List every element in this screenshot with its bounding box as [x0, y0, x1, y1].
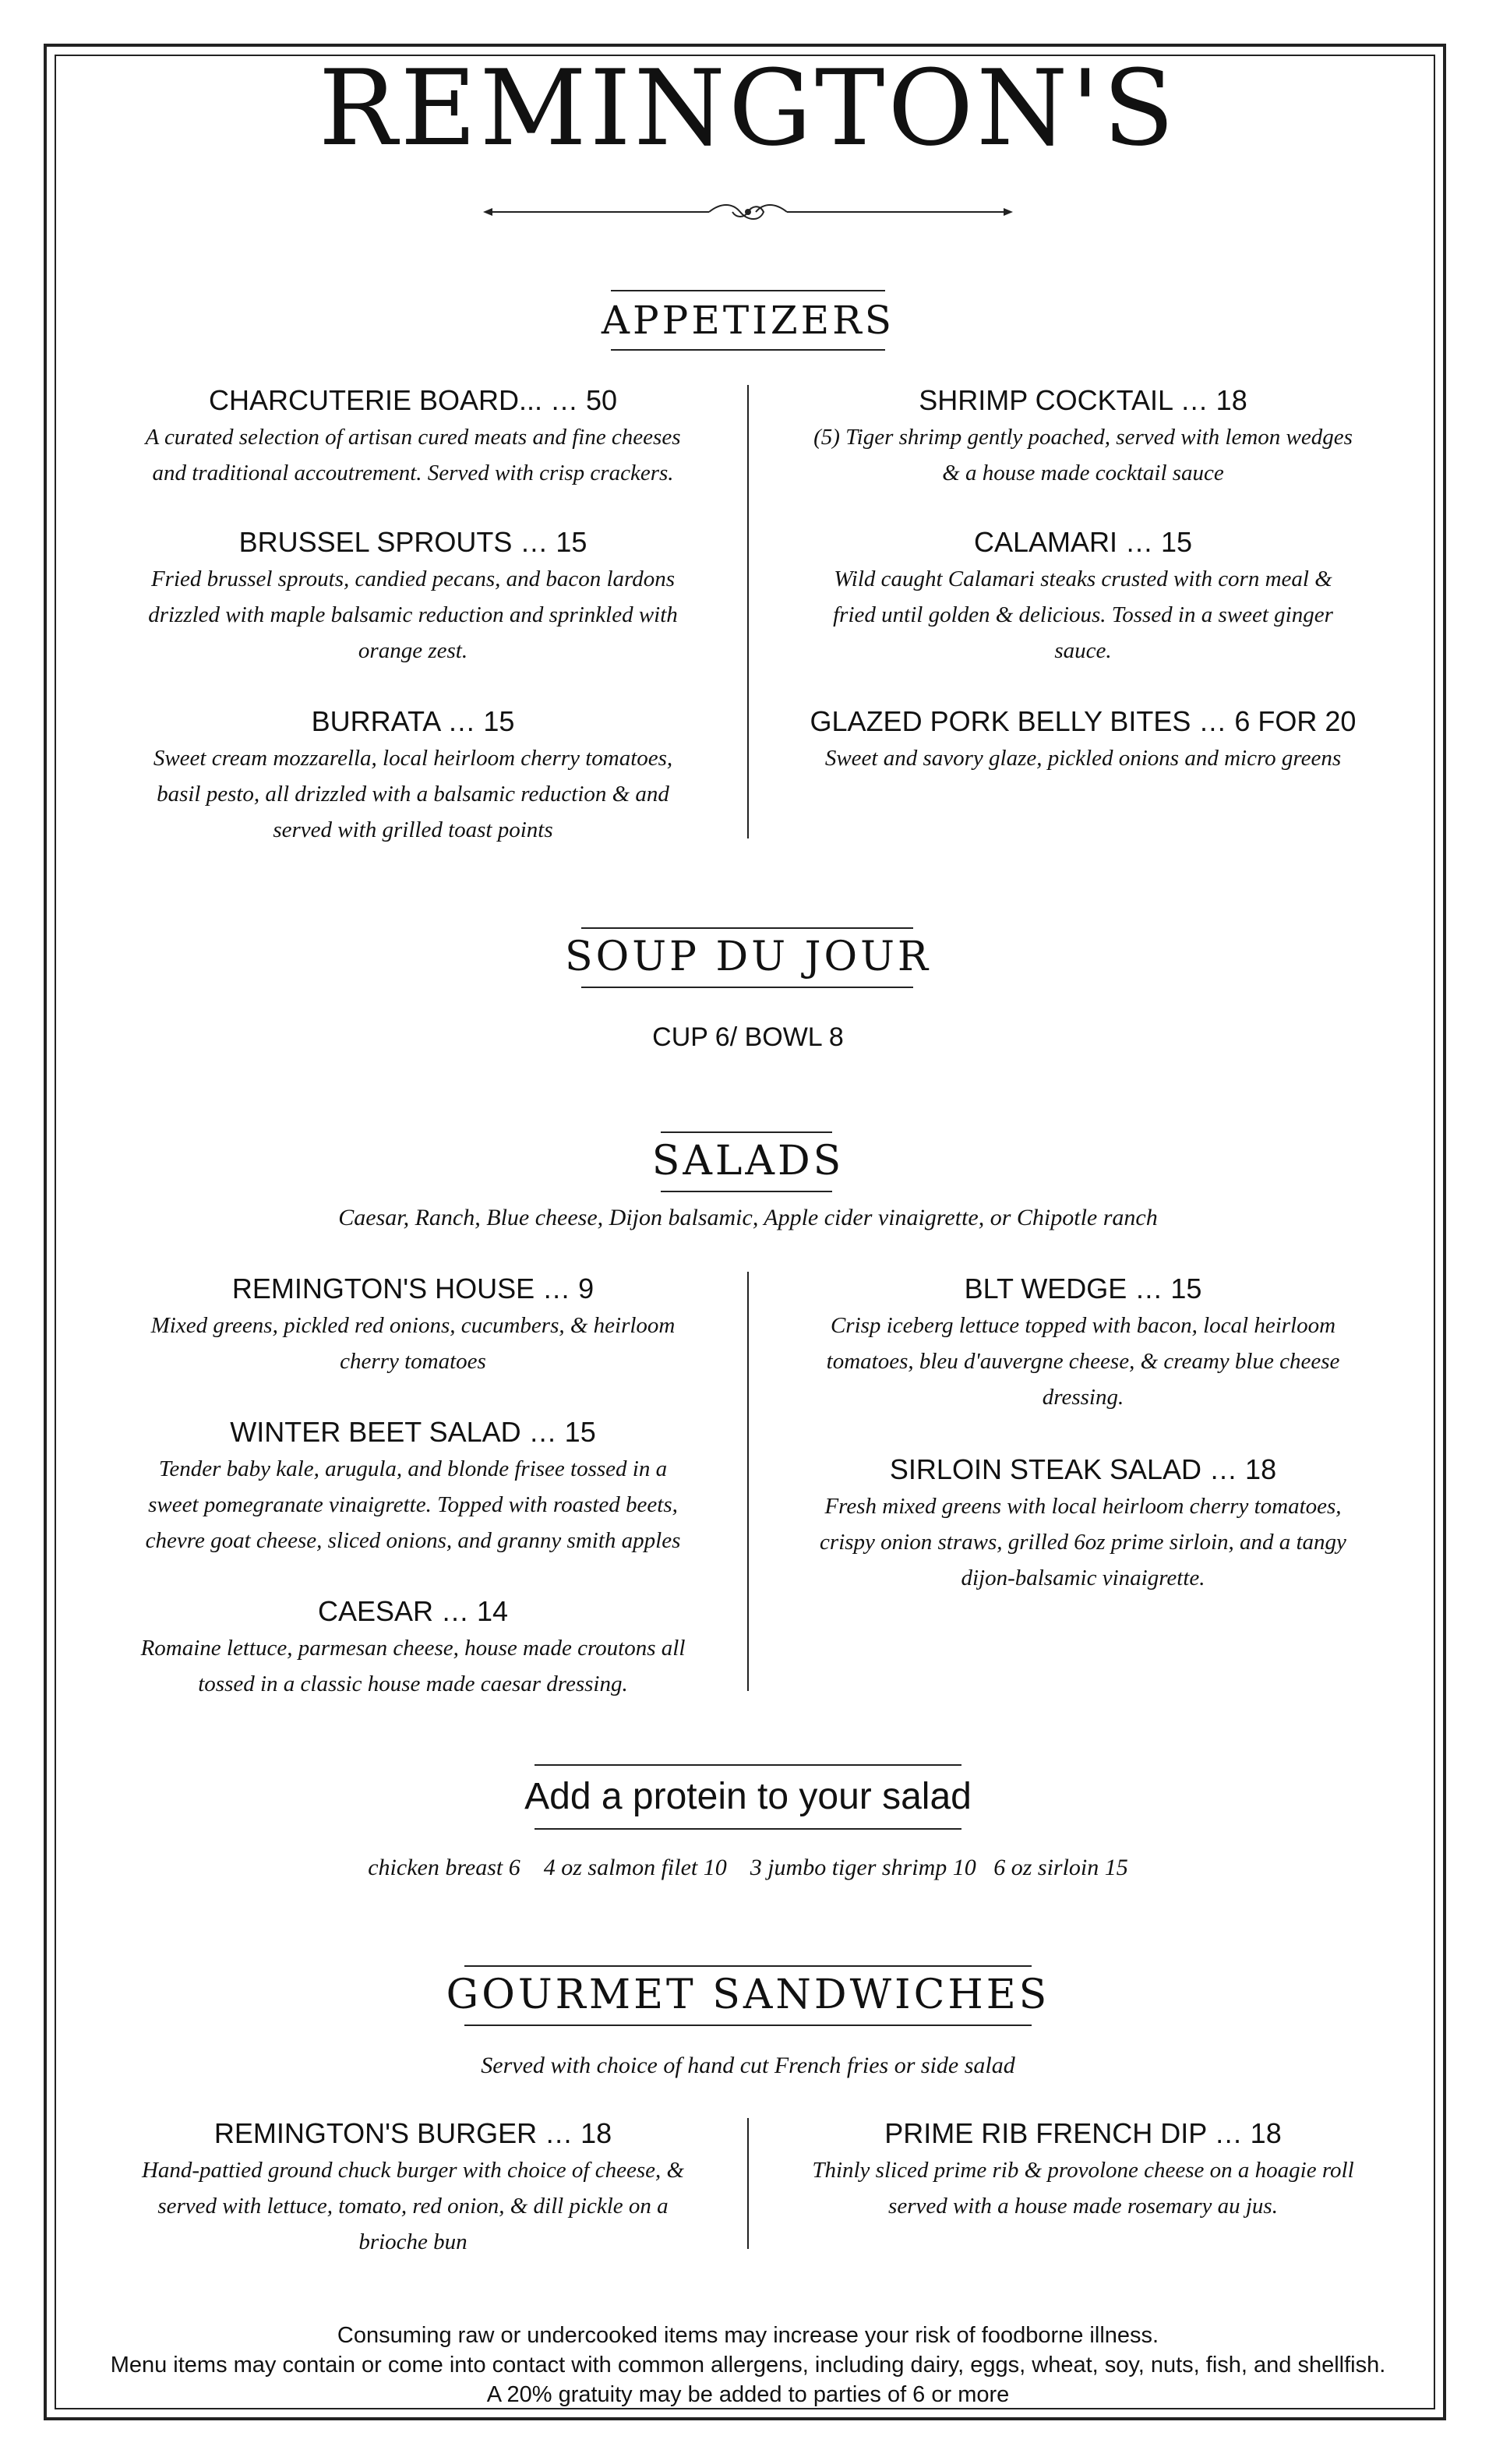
menu-item-name: PRIME RIB FRENCH DIP … 18 [884, 2117, 1282, 2149]
menu-item-description: (5) Tiger shrimp gently poached, served with lemon wedges & a house made cocktail sauce [813, 425, 1353, 485]
protein-options: chicken breast 6 4 oz salmon filet 10 3 jumbo tiger shrimp 10 6 oz sirloin 15 [368, 1855, 1128, 1880]
menu-item-description: Hand-pattied ground chuck burger with choice of cheese, & served with lettuce, tomato, red onion, & dill pickle on a brioche bun [141, 2158, 685, 2254]
menu-item-description: Romaine lettuce, parmesan cheese, house made croutons all tossed in a classic house made caesar dressing. [140, 1636, 686, 1696]
menu-item-description: Mixed greens, pickled red onions, cucumbers, & heirloom cherry tomatoes [150, 1313, 676, 1374]
menu-item-name: CAESAR … 14 [317, 1595, 509, 1627]
section-title-salads: SALADS [651, 1138, 845, 1184]
menu-item-name: CHARCUTERIE BOARD... … 50 [208, 384, 618, 416]
menu-item-description: Fried brussel sprouts, candied pecans, and bacon lardons drizzled with maple balsamic reduction and sprinkled with orange zest. [148, 567, 678, 663]
soup-rule-bottom [581, 987, 913, 988]
appetizers-rule-bottom [611, 349, 885, 351]
section-title-appetizers: APPETIZERS [601, 298, 895, 343]
salads-column-divider [747, 1272, 749, 1691]
section-title-soup: SOUP DU JOUR [564, 934, 932, 980]
sandwiches-rule-top [464, 1965, 1032, 1967]
menu-item-name: GLAZED PORK BELLY BITES … 6 FOR 20 [810, 705, 1357, 737]
menu-item-name: REMINGTON'S HOUSE … 9 [231, 1273, 595, 1304]
menu-item-name: BLT WEDGE … 15 [964, 1273, 1202, 1304]
menu-item-name: BRUSSEL SPROUTS … 15 [238, 526, 587, 558]
divider-ornament-icon [483, 196, 1013, 228]
sandwiches-column-divider [747, 2118, 749, 2249]
footer-allergens: Menu items may contain or come into contact with common allergens, including dairy, eggs, wheat, soy, nuts, fish, and shellfish. [110, 2353, 1386, 2378]
menu-item-name: BURRATA … 15 [311, 705, 515, 737]
menu-item-name: WINTER BEET SALAD … 15 [230, 1416, 596, 1448]
salads-rule-top [661, 1131, 832, 1133]
sandwiches-note: Served with choice of hand cut French fries or side salad [481, 2053, 1015, 2078]
protein-rule-top [535, 1764, 961, 1766]
section-title-sandwiches: GOURMET SANDWICHES [446, 1972, 1050, 2018]
menu-item-description: Crisp iceberg lettuce topped with bacon, local heirloom tomatoes, bleu d'auvergne cheese, & creamy blue cheese dressing. [826, 1313, 1340, 1410]
footer-food-safety: Consuming raw or undercooked items may increase your risk of foodborne illness. [337, 2323, 1159, 2348]
menu-item-name: SHRIMP COCKTAIL … 18 [919, 384, 1247, 416]
sandwiches-rule-bottom [464, 2025, 1032, 2026]
soup-price: CUP 6/ BOWL 8 [652, 1022, 844, 1052]
menu-item-name: SIRLOIN STEAK SALAD … 18 [889, 1453, 1277, 1485]
menu-item-description: A curated selection of artisan cured meats and fine cheeses and traditional accoutrement. Served with crisp crackers. [145, 425, 681, 485]
menu-item-description: Tender baby kale, arugula, and blonde frisee tossed in a sweet pomegranate vinaigrette. Topped with roasted beets, chevre goat cheese, sliced onions, and granny smith apples [145, 1456, 681, 1553]
restaurant-name: REMINGTON'S [318, 48, 1178, 169]
menu-item-description: Sweet and savory glaze, pickled onions and micro greens [824, 746, 1342, 771]
menu-item-description: Fresh mixed greens with local heirloom cherry tomatoes, crispy onion straws, grilled 6oz prime sirloin, and a tangy dijon-balsamic vinaigrette. [820, 1494, 1346, 1590]
soup-rule-top [581, 927, 913, 929]
menu-item-description: Wild caught Calamari steaks crusted with corn meal & fried until golden & delicious. Tossed in a sweet ginger sauce. [833, 567, 1333, 663]
menu-item-name: REMINGTON'S BURGER … 18 [213, 2117, 612, 2149]
protein-rule-bottom [535, 1828, 961, 1830]
appetizers-rule-top [611, 290, 885, 291]
salads-rule-bottom [661, 1191, 832, 1192]
protein-title: Add a protein to your salad [524, 1776, 972, 1817]
menu-item-description: Sweet cream mozzarella, local heirloom cherry tomatoes, basil pesto, all drizzled with a balsamic reduction & and served with grilled toast points [153, 746, 673, 842]
salad-dressings: Caesar, Ranch, Blue cheese, Dijon balsamic, Apple cider vinaigrette, or Chipotle ranch [338, 1205, 1158, 1230]
footer-gratuity: A 20% gratuity may be added to parties of 6 or more [486, 2382, 1010, 2407]
appetizers-column-divider [747, 385, 749, 838]
menu-item-description: Thinly sliced prime rib & provolone cheese on a hoagie roll served with a house made rosemary au jus. [812, 2158, 1354, 2219]
menu-item-name: CALAMARI … 15 [973, 526, 1193, 558]
